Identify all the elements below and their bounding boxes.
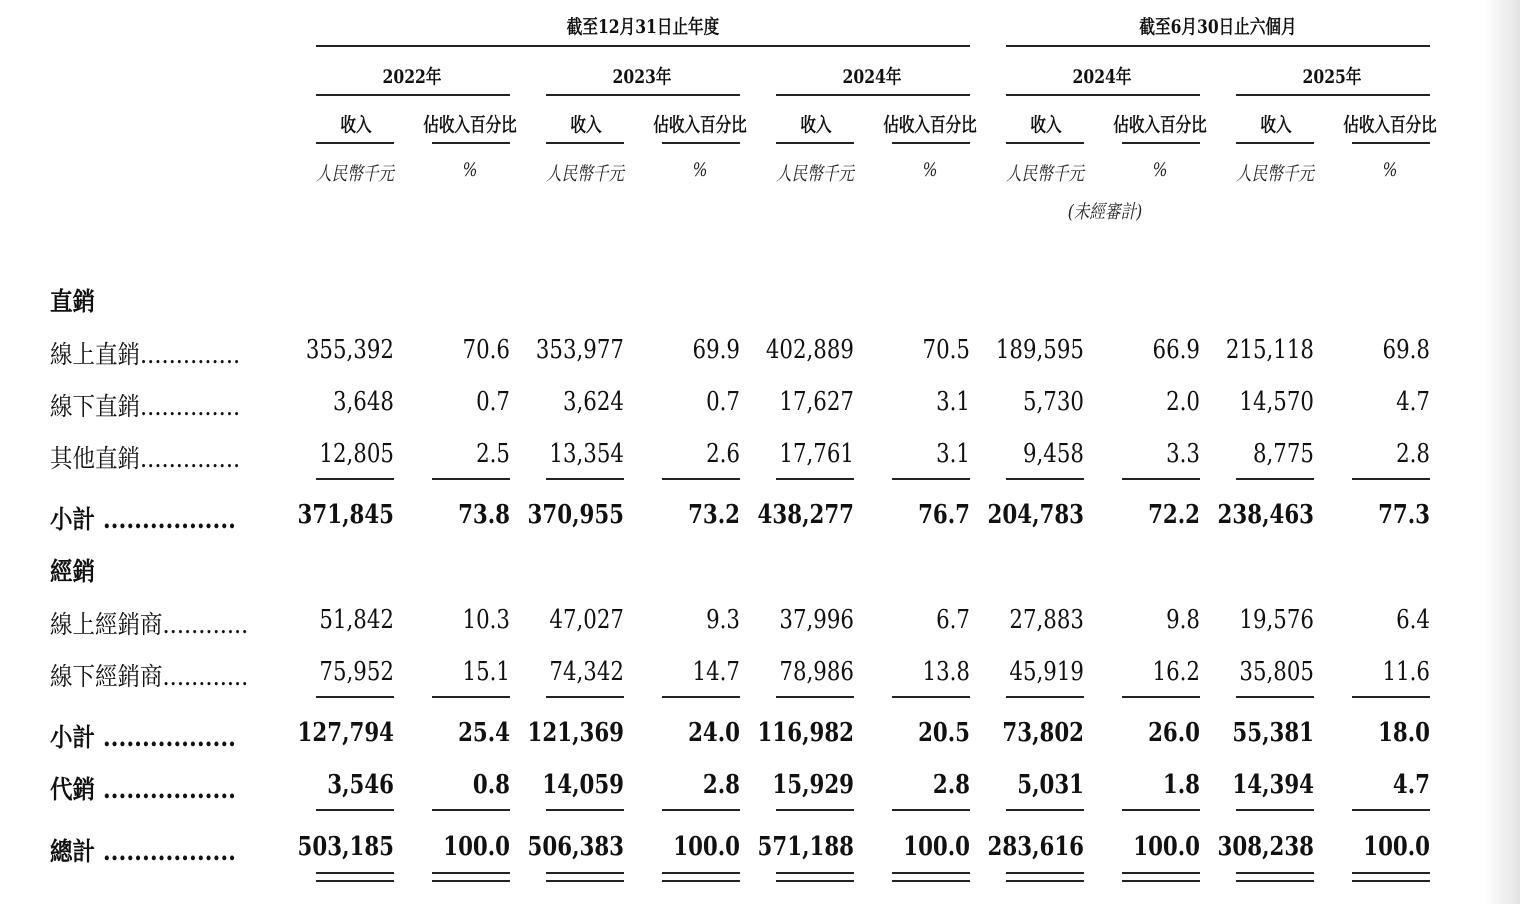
- cell-total-revenue: 571,188: [757, 832, 854, 862]
- double-rule-top: [662, 872, 740, 874]
- row-label-direct-subtotal: 小計 .................: [50, 505, 237, 534]
- double-rule-bottom: [316, 880, 394, 882]
- col-rule: [662, 142, 740, 144]
- subtotal-rule: [776, 696, 854, 698]
- double-rule-bottom: [1352, 880, 1430, 882]
- cell-direct-subtotal-pct: 77.3: [1378, 500, 1430, 530]
- year-rule-2023: [546, 94, 740, 96]
- col-rule: [1006, 142, 1084, 144]
- unit-rmb: 人民幣千元: [776, 163, 854, 185]
- cell-distribution-subtotal-revenue: 127,794: [297, 718, 394, 748]
- unit-rmb: 人民幣千元: [1236, 163, 1314, 185]
- cell-online-direct-pct: 69.8: [1382, 335, 1430, 365]
- cell-online-distributor-revenue: 51,842: [319, 605, 394, 635]
- subtotal-rule: [1352, 696, 1430, 698]
- page-edge-shadow: [1484, 0, 1520, 904]
- cell-consignment-revenue: 3,546: [327, 770, 394, 800]
- col-header-revenue: 收入: [1260, 114, 1292, 136]
- year-rule-2025-h1: [1236, 94, 1430, 96]
- unit-rmb: 人民幣千元: [546, 163, 624, 185]
- double-rule-top: [1006, 872, 1084, 874]
- cell-offline-direct-pct: 2.0: [1166, 387, 1200, 417]
- double-rule-bottom: [776, 880, 854, 882]
- double-rule-bottom: [546, 880, 624, 882]
- cell-direct-subtotal-revenue: 370,955: [527, 500, 624, 530]
- subtotal-rule: [892, 696, 970, 698]
- col-rule: [432, 142, 510, 144]
- cell-distribution-subtotal-pct: 26.0: [1148, 718, 1200, 748]
- subtotal-rule: [662, 696, 740, 698]
- cell-direct-subtotal-revenue: 238,463: [1217, 500, 1314, 530]
- cell-online-direct-revenue: 215,118: [1225, 335, 1314, 365]
- total-rule: [1006, 809, 1084, 811]
- unit-pct: %: [1152, 159, 1168, 181]
- subtotal-rule: [892, 478, 970, 480]
- col-header-revenue: 收入: [800, 114, 832, 136]
- col-header-revenue: 收入: [570, 114, 602, 136]
- col-rule: [1122, 142, 1200, 144]
- cell-distribution-subtotal-revenue: 121,369: [527, 718, 624, 748]
- cell-distribution-subtotal-pct: 25.4: [458, 718, 510, 748]
- double-rule-bottom: [1006, 880, 1084, 882]
- cell-distribution-subtotal-revenue: 55,381: [1232, 718, 1314, 748]
- section-heading-distribution: 經銷: [50, 557, 96, 586]
- double-rule-bottom: [662, 880, 740, 882]
- cell-direct-subtotal-pct: 72.2: [1148, 500, 1200, 530]
- subtotal-rule: [432, 478, 510, 480]
- subtotal-rule: [1006, 478, 1084, 480]
- row-label-online-direct: 線上直銷..............: [50, 340, 241, 369]
- unit-pct: %: [1382, 159, 1398, 181]
- total-rule: [546, 809, 624, 811]
- cell-offline-distributor-revenue: 45,919: [1009, 657, 1084, 687]
- unit-rmb: 人民幣千元: [1006, 163, 1084, 185]
- cell-online-direct-revenue: 402,889: [765, 335, 854, 365]
- row-label-distribution-subtotal: 小計 .................: [50, 723, 237, 752]
- cell-other-direct-pct: 2.6: [706, 439, 740, 469]
- cell-offline-distributor-pct: 13.8: [922, 657, 970, 687]
- cell-offline-direct-pct: 3.1: [936, 387, 970, 417]
- cell-online-distributor-pct: 10.3: [462, 605, 510, 635]
- total-rule: [432, 809, 510, 811]
- col-header-pct: 佔收入百分比: [1343, 114, 1437, 136]
- double-rule-bottom: [1122, 880, 1200, 882]
- cell-online-distributor-pct: 6.7: [936, 605, 970, 635]
- cell-consignment-pct: 2.8: [702, 770, 740, 800]
- subtotal-rule: [662, 478, 740, 480]
- cell-total-pct: 100.0: [903, 832, 970, 862]
- col-header-pct: 佔收入百分比: [653, 114, 747, 136]
- cell-other-direct-revenue: 9,458: [1022, 439, 1084, 469]
- cell-offline-direct-revenue: 5,730: [1022, 387, 1084, 417]
- cell-offline-direct-revenue: 3,624: [562, 387, 624, 417]
- col-rule: [892, 142, 970, 144]
- cell-offline-direct-revenue: 17,627: [779, 387, 854, 417]
- double-rule-top: [432, 872, 510, 874]
- col-rule: [316, 142, 394, 144]
- cell-other-direct-revenue: 17,761: [779, 439, 854, 469]
- cell-consignment-pct: 4.7: [1392, 770, 1430, 800]
- cell-direct-subtotal-revenue: 204,783: [987, 500, 1084, 530]
- unaudited-note: (未經審計): [1067, 201, 1143, 223]
- cell-consignment-revenue: 14,394: [1232, 770, 1314, 800]
- unit-pct: %: [692, 159, 708, 181]
- year-header-2022: 2022年: [382, 66, 442, 88]
- cell-offline-direct-pct: 0.7: [476, 387, 510, 417]
- cell-online-distributor-revenue: 19,576: [1239, 605, 1314, 635]
- total-rule: [1236, 809, 1314, 811]
- cell-offline-direct-pct: 0.7: [706, 387, 740, 417]
- col-header-pct: 佔收入百分比: [1113, 114, 1207, 136]
- cell-offline-distributor-pct: 14.7: [692, 657, 740, 687]
- col-header-revenue: 收入: [1030, 114, 1062, 136]
- total-rule: [892, 809, 970, 811]
- subtotal-rule: [546, 696, 624, 698]
- cell-distribution-subtotal-revenue: 116,982: [757, 718, 854, 748]
- cell-other-direct-pct: 3.1: [936, 439, 970, 469]
- col-rule: [546, 142, 624, 144]
- row-label-offline-distributor: 線下經銷商............: [50, 662, 249, 691]
- cell-other-direct-revenue: 13,354: [549, 439, 624, 469]
- cell-direct-subtotal-pct: 73.8: [458, 500, 510, 530]
- cell-offline-distributor-revenue: 74,342: [549, 657, 624, 687]
- cell-total-pct: 100.0: [1363, 832, 1430, 862]
- subtotal-rule: [776, 478, 854, 480]
- group-rule-fiscal-year: [316, 45, 970, 47]
- subtotal-rule: [432, 696, 510, 698]
- group-header-six-months: 截至6月30日止六個月: [1139, 16, 1297, 38]
- cell-other-direct-revenue: 8,775: [1252, 439, 1314, 469]
- col-rule: [776, 142, 854, 144]
- unit-rmb: 人民幣千元: [316, 163, 394, 185]
- double-rule-top: [776, 872, 854, 874]
- total-rule: [1122, 809, 1200, 811]
- subtotal-rule: [546, 478, 624, 480]
- year-header-2024: 2024年: [842, 66, 902, 88]
- cell-distribution-subtotal-pct: 18.0: [1378, 718, 1430, 748]
- cell-offline-distributor-pct: 15.1: [462, 657, 510, 687]
- cell-offline-distributor-revenue: 78,986: [779, 657, 854, 687]
- subtotal-rule: [1236, 696, 1314, 698]
- double-rule-top: [316, 872, 394, 874]
- year-header-2024-h1: 2024年: [1072, 66, 1132, 88]
- row-label-other-direct: 其他直銷..............: [50, 444, 241, 473]
- cell-online-distributor-revenue: 27,883: [1009, 605, 1084, 635]
- cell-total-pct: 100.0: [673, 832, 740, 862]
- subtotal-rule: [1006, 696, 1084, 698]
- cell-other-direct-pct: 3.3: [1166, 439, 1200, 469]
- cell-total-pct: 100.0: [1133, 832, 1200, 862]
- cell-offline-distributor-pct: 11.6: [1382, 657, 1430, 687]
- cell-online-direct-pct: 70.5: [922, 335, 970, 365]
- subtotal-rule: [1352, 478, 1430, 480]
- col-rule: [1236, 142, 1314, 144]
- total-rule: [776, 809, 854, 811]
- cell-other-direct-revenue: 12,805: [319, 439, 394, 469]
- cell-total-revenue: 506,383: [527, 832, 624, 862]
- year-header-2023: 2023年: [612, 66, 672, 88]
- cell-direct-subtotal-pct: 73.2: [688, 500, 740, 530]
- cell-online-direct-pct: 66.9: [1152, 335, 1200, 365]
- row-label-online-distributor: 線上經銷商............: [50, 610, 249, 639]
- cell-total-revenue: 503,185: [297, 832, 394, 862]
- double-rule-bottom: [432, 880, 510, 882]
- cell-other-direct-pct: 2.8: [1396, 439, 1430, 469]
- col-header-revenue: 收入: [340, 114, 372, 136]
- cell-consignment-pct: 1.8: [1162, 770, 1200, 800]
- cell-total-revenue: 283,616: [987, 832, 1084, 862]
- cell-direct-subtotal-revenue: 438,277: [757, 500, 854, 530]
- cell-offline-direct-pct: 4.7: [1396, 387, 1430, 417]
- cell-online-direct-revenue: 189,595: [995, 335, 1084, 365]
- subtotal-rule: [1122, 696, 1200, 698]
- cell-distribution-subtotal-pct: 20.5: [918, 718, 970, 748]
- cell-consignment-pct: 2.8: [932, 770, 970, 800]
- cell-consignment-pct: 0.8: [472, 770, 510, 800]
- col-rule: [1352, 142, 1430, 144]
- unit-pct: %: [922, 159, 938, 181]
- unit-pct: %: [462, 159, 478, 181]
- year-rule-2022: [316, 94, 510, 96]
- row-label-offline-direct: 線下直銷..............: [50, 392, 241, 421]
- double-rule-bottom: [1236, 880, 1314, 882]
- cell-direct-subtotal-pct: 76.7: [918, 500, 970, 530]
- cell-consignment-revenue: 5,031: [1017, 770, 1084, 800]
- subtotal-rule: [316, 478, 394, 480]
- subtotal-rule: [1122, 478, 1200, 480]
- subtotal-rule: [316, 696, 394, 698]
- cell-direct-subtotal-revenue: 371,845: [297, 500, 394, 530]
- group-rule-six-months: [1006, 45, 1430, 47]
- cell-online-distributor-revenue: 47,027: [549, 605, 624, 635]
- cell-online-distributor-revenue: 37,996: [779, 605, 854, 635]
- cell-distribution-subtotal-revenue: 73,802: [1002, 718, 1084, 748]
- total-rule: [1352, 809, 1430, 811]
- cell-online-direct-revenue: 355,392: [305, 335, 394, 365]
- group-header-fiscal-year: 截至12月31日止年度: [566, 16, 720, 38]
- cell-other-direct-pct: 2.5: [476, 439, 510, 469]
- cell-total-revenue: 308,238: [1217, 832, 1314, 862]
- row-label-total: 總計 .................: [50, 837, 237, 866]
- cell-consignment-revenue: 15,929: [772, 770, 854, 800]
- cell-offline-distributor-revenue: 75,952: [319, 657, 394, 687]
- cell-offline-direct-revenue: 14,570: [1239, 387, 1314, 417]
- total-rule: [662, 809, 740, 811]
- row-label-consignment: 代銷 .................: [50, 775, 237, 804]
- cell-online-direct-revenue: 353,977: [535, 335, 624, 365]
- double-rule-top: [1352, 872, 1430, 874]
- double-rule-top: [1122, 872, 1200, 874]
- year-header-2025-h1: 2025年: [1302, 66, 1362, 88]
- cell-consignment-revenue: 14,059: [542, 770, 624, 800]
- cell-online-distributor-pct: 6.4: [1396, 605, 1430, 635]
- cell-offline-direct-revenue: 3,648: [332, 387, 394, 417]
- section-heading-direct: 直銷: [50, 287, 96, 316]
- cell-online-distributor-pct: 9.8: [1166, 605, 1200, 635]
- total-rule: [316, 809, 394, 811]
- cell-online-distributor-pct: 9.3: [706, 605, 740, 635]
- cell-offline-distributor-revenue: 35,805: [1239, 657, 1314, 687]
- col-header-pct: 佔收入百分比: [423, 114, 517, 136]
- cell-offline-distributor-pct: 16.2: [1152, 657, 1200, 687]
- cell-distribution-subtotal-pct: 24.0: [688, 718, 740, 748]
- double-rule-top: [546, 872, 624, 874]
- year-rule-2024: [776, 94, 970, 96]
- year-rule-2024-h1: [1006, 94, 1200, 96]
- cell-total-pct: 100.0: [443, 832, 510, 862]
- subtotal-rule: [1236, 478, 1314, 480]
- col-header-pct: 佔收入百分比: [883, 114, 977, 136]
- double-rule-top: [1236, 872, 1314, 874]
- cell-online-direct-pct: 70.6: [462, 335, 510, 365]
- cell-online-direct-pct: 69.9: [692, 335, 740, 365]
- double-rule-bottom: [892, 880, 970, 882]
- double-rule-top: [892, 872, 970, 874]
